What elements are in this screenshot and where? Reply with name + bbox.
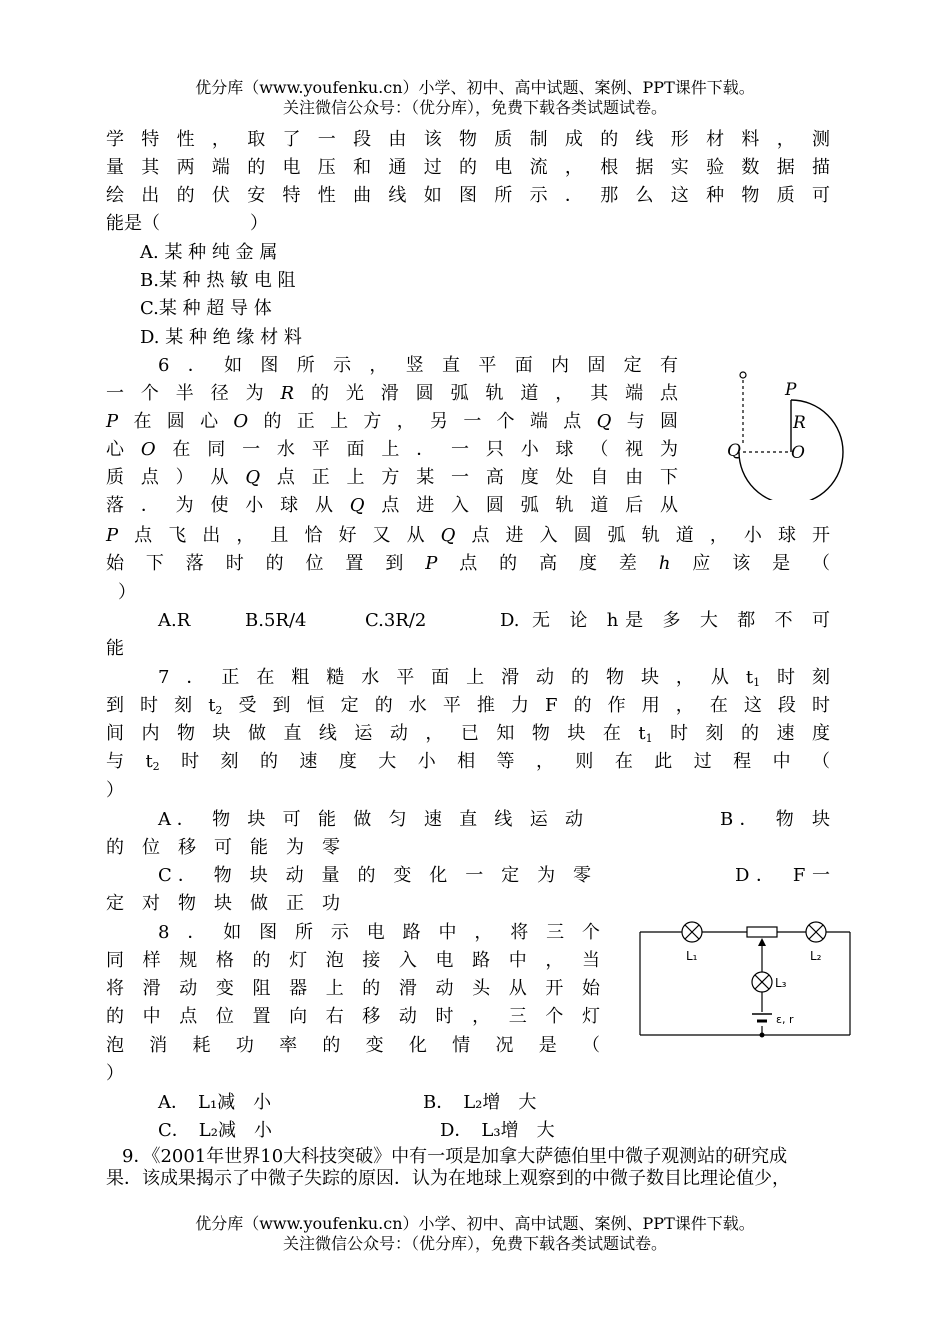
header-line-1: 优分库（www.youfenku.cn）小学、初中、高中试题、案例、PPT课件下载。 <box>195 78 755 97</box>
q6-line-9: ） <box>118 582 136 603</box>
junction-dot <box>760 1033 765 1038</box>
q8-option-a: A． L₁减 小 <box>158 1092 272 1113</box>
q6-line-8: 始下落时的位置到P点的高度差h应该是（ <box>106 553 831 574</box>
q5-line-1: 学特性，取了一段由该物质制成的线形材料，测 <box>106 129 830 150</box>
q6-line-2: 一个半径为R的光滑圆弧轨道，其端点 <box>106 383 679 404</box>
label-q: Q <box>727 441 741 461</box>
label-p: P <box>785 380 797 400</box>
footer-line-2: 关注微信公众号：（优分库），免费下载各类试题试卷。 <box>282 1234 667 1253</box>
q6-option-d: D. 无 论 h是 多 大 都 不 可 <box>500 610 830 631</box>
q6-option-a: A.R <box>158 610 191 631</box>
label-o: O <box>791 443 805 463</box>
q7-option-b-cont: 的位移可能为零 <box>106 837 340 858</box>
q9-line-1: 9．《2001年世界10大科技突破》中有一项是加拿大萨德伯里中微子观测站的研究成 <box>122 1146 788 1167</box>
q7-line-3: 间内物块做直线运动，已知物块在$t_1$时刻的速度 <box>106 723 831 745</box>
label-l2: L₂ <box>810 949 822 963</box>
ball-icon <box>740 372 746 378</box>
q7-line-1: 7．正在粗糙水平面上滑动的物块，从$t_1$时刻 <box>158 667 831 689</box>
rheostat-icon <box>747 927 777 937</box>
q6-line-6: 落．为使小球从Q点进入圆弧轨道后从 <box>106 495 679 516</box>
q5-option-a: A. 某 种 纯 金 属 <box>140 242 278 263</box>
q5-option-d: D. 某 种 绝 缘 材 料 <box>140 327 302 348</box>
q8-line-4: 的中点位置向右移动时，三个灯 <box>106 1006 600 1027</box>
footer-line-1: 优分库（www.youfenku.cn）小学、初中、高中试题、案例、PPT课件下载。 <box>195 1214 755 1233</box>
q5-line-2: 量其两端的电压和通过的电流，根据实验数据描 <box>106 157 830 178</box>
label-r: R <box>793 413 806 433</box>
q8-line-6: ） <box>106 1063 124 1084</box>
q9-line-2: 果．该成果揭示了中微子失踪的原因．认为在地球上观察到的中微子数目比理论值少， <box>106 1168 790 1189</box>
q8-option-b: B． L₂增 大 <box>423 1092 537 1113</box>
slider-arrow-icon <box>758 938 766 946</box>
label-l3: L₃ <box>775 976 787 990</box>
q6-line-3: P在圆心O的正上方，另一个端点Q与圆 <box>106 411 679 432</box>
q7-option-d-cont: 定对物块做正功 <box>106 893 340 914</box>
header-line-2: 关注微信公众号：（优分库），免费下载各类试题试卷。 <box>282 98 667 117</box>
q5-line-3: 绘出的伏安特性曲线如图所示．那么这种物质可 <box>106 185 830 206</box>
q8-line-2: 同样规格的灯泡接入电路中，当 <box>106 950 600 971</box>
lamp-l3-icon <box>752 972 772 992</box>
q7-option-c: C． 物 块 动 量 的 变 化 一 定 为 零 <box>158 865 591 886</box>
q6-option-d-cont: 能 <box>106 638 124 659</box>
q6-option-b: B.5R/4 <box>245 610 307 631</box>
q6-option-c: C.3R/2 <box>365 610 427 631</box>
q7-option-b: B． 物 块 <box>720 809 830 830</box>
q7-line-5: ） <box>106 780 124 801</box>
q5-option-c: C.某 种 超 导 体 <box>140 298 272 319</box>
battery-icon <box>752 1014 772 1021</box>
q6-line-4: 心O在同一水平面上．一只小球（视为 <box>106 439 678 460</box>
q6-line-5: 质点）从Q点正上方某一高度处自由下 <box>106 467 679 488</box>
q7-option-d: D． F一 <box>735 865 830 886</box>
q8-line-3: 将滑动变阻器上的滑动头从开始 <box>106 978 600 999</box>
q7-option-a: A． 物 块 可 能 做 匀 速 直 线 运 动 <box>158 809 583 830</box>
label-l1: L₁ <box>686 949 698 963</box>
circuit-figure <box>636 920 854 1045</box>
q5-option-b: B.某 种 热 敏 电 阻 <box>140 270 296 291</box>
label-emf: ε, r <box>776 1013 794 1026</box>
q8-option-d: D． L₃增 大 <box>440 1120 555 1141</box>
q8-line-5: 泡消耗功率的变化情况是（ <box>106 1035 600 1056</box>
q6-line-1: 6．如图所示，竖直平面内固定有 <box>158 355 678 376</box>
q8-option-c: C． L₂减 小 <box>158 1120 272 1141</box>
q6-line-7: P点飞出，且恰好又从Q点进入圆弧轨道，小球开 <box>106 525 831 546</box>
q5-line-4: 能是（ ） <box>106 213 268 234</box>
q8-line-1: 8．如图所示电路中，将三个 <box>158 922 600 943</box>
q7-line-2: 到时刻$t_2$受到恒定的水平推力F的作用，在这段时 <box>106 695 830 717</box>
q7-line-4: 与$t_2$时刻的速度大小相等，则在此过程中（ <box>106 751 831 773</box>
lamp-l1-icon <box>682 922 702 942</box>
lamp-l2-icon <box>806 922 826 942</box>
arc-track-figure <box>715 360 845 500</box>
